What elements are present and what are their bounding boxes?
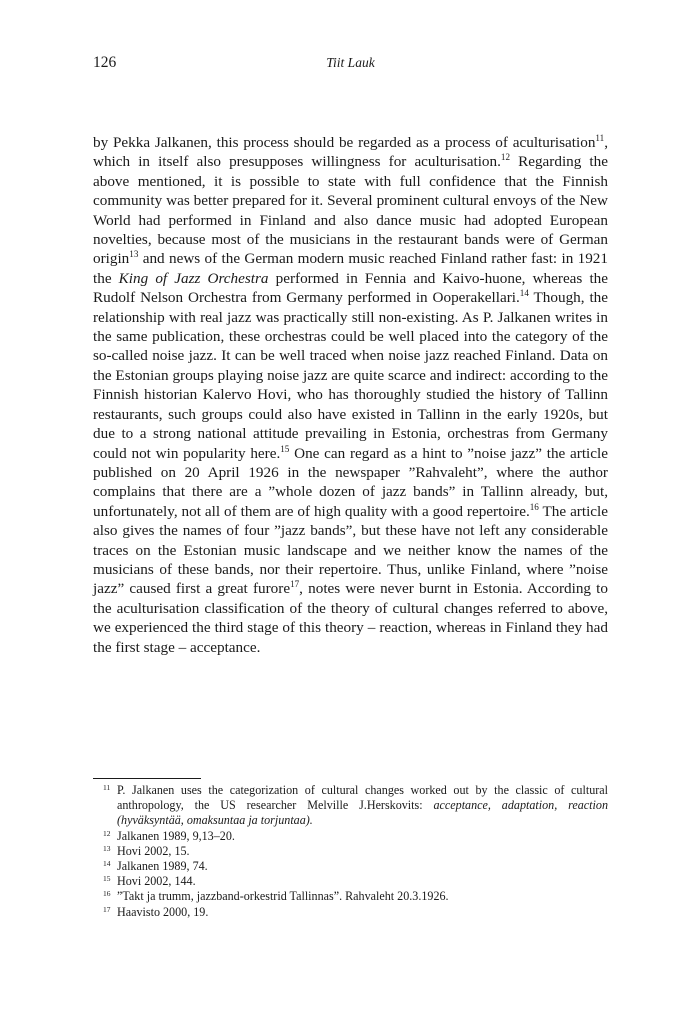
footnote-number: 17: [103, 904, 111, 914]
footnote-text: Haavisto 2000, 19.: [117, 904, 209, 919]
page-number: 126: [93, 54, 117, 71]
footnote-text-italic: acceptance, adaptation, reaction (hyväksyntää, omaksuntaa ja torjuntaa).: [117, 798, 608, 828]
body-text-segment: Though, the relationship with real jazz was practically still non-existing. As P. Jalkanen writes in the same publication, these orchestras could be well placed into the category of the so-called noise jazz. It can be well traced when noise jazz reached Finland. Data on the Estonian groups playing noise jazz are quite scarce and indirect: according to the Finnish historian Kalervo Hovi, who has thoroughly studied the history of Tallinn restaurants, such groups could also have existed in Tallinn in the early 1920s, but due to a strong national attitude prevailing in Estonia, orchestras from Germany could not win popularity here.: [93, 289, 608, 462]
footnote-11: [93, 783, 608, 829]
footnote-ref[interactable]: 12: [500, 152, 511, 163]
footnote-number: 12: [103, 828, 111, 838]
footnote-text: [117, 783, 608, 829]
footnote-number: 14: [103, 859, 111, 869]
page-header: [93, 54, 608, 74]
footnote-ref[interactable]: 11: [595, 132, 605, 143]
body-text-segment: One can regard as a hint to ”noise jazz” the article published on 20 April 1926 in the newspaper ”Rahvaleht”, where the author complains that there are a ”whole dozen of jazz bands” in Tallinn already, but, unfortunately, not all of them are of high quality with a good repertoire.: [93, 444, 608, 520]
body-text-segment: The article also gives the names of four ”jazz bands”, but these have not left any considerable traces on the Estonian music landscape and we neither know the names of the musicians of these bands, nor their repertoire. Thus, unlike Finland, where ”noise jazz” caused first a great furore: [93, 502, 609, 598]
footnote-number: 11: [103, 783, 111, 792]
footnote-number: 15: [103, 874, 111, 884]
footnotes: [93, 783, 608, 920]
running-head: Tiit Lauk: [326, 55, 375, 70]
body-text-segment: by Pekka Jalkanen, this process should be regarded as a process of aculturisation: [93, 134, 596, 151]
footnote-15: [93, 874, 608, 889]
footnote-divider: [93, 778, 201, 779]
footnote-14: [93, 859, 608, 874]
footnote-text: ”Takt ja trumm, jazzband-orkestrid Tallinnas”. Rahvaleht 20.3.1926.: [117, 889, 449, 904]
footnote-ref[interactable]: 15: [280, 443, 290, 454]
footnote-13: [93, 844, 608, 859]
footnote-number: 13: [103, 843, 111, 853]
footnote-ref[interactable]: 14: [519, 288, 529, 299]
footnote-number: 16: [103, 889, 111, 899]
footnote-12: [93, 829, 608, 844]
footnote-ref[interactable]: 13: [129, 249, 139, 260]
footnote-text: Hovi 2002, 15.: [117, 843, 190, 858]
orchestra-name: King of Jazz Orchestra: [118, 269, 269, 287]
body-text-segment: Regarding the above mentioned, it is possible to state with full confidence that the Finnish community was better prepared for it. Several prominent cultural envoys of the New World had performed in Finland and also dance music had adopted European novelties, because most of the musicians in the restaurant bands were of German origin: [93, 153, 608, 268]
footnote-text: Hovi 2002, 144.: [117, 874, 196, 889]
footnote-text: Jalkanen 1989, 74.: [117, 859, 208, 874]
body-paragraph: [93, 133, 608, 657]
footnote-16: [93, 889, 608, 904]
footnote-ref[interactable]: 16: [529, 501, 539, 512]
footnote-text: Jalkanen 1989, 9,13–20.: [117, 828, 235, 843]
footnote-text-plain: P. Jalkanen uses the categorization of cultural changes worked out by the classic of cultural anthropology, the US researcher Melville J.Herskovits:: [117, 783, 608, 813]
body-text-segment: performed in Fennia and Kaivo-huone, whereas the Rudolf Nelson Orchestra from Germany performed in Ooperakellari.: [93, 269, 608, 307]
footnote-17: [93, 905, 608, 920]
footnote-ref[interactable]: 17: [290, 579, 300, 590]
body-text-segment: and news of the German modern music reached Finland rather fast: in 1921 the: [93, 250, 608, 287]
body-text-segment: , which in itself also presupposes willingness for aculturisation.: [93, 134, 608, 171]
body-text-segment: , notes were never burnt in Estonia. According to the aculturisation classification of the theory of cultural changes referred to above, we experienced the third stage of this theory – reaction, whereas in Finland they had the first stage – acceptance.: [93, 580, 608, 656]
